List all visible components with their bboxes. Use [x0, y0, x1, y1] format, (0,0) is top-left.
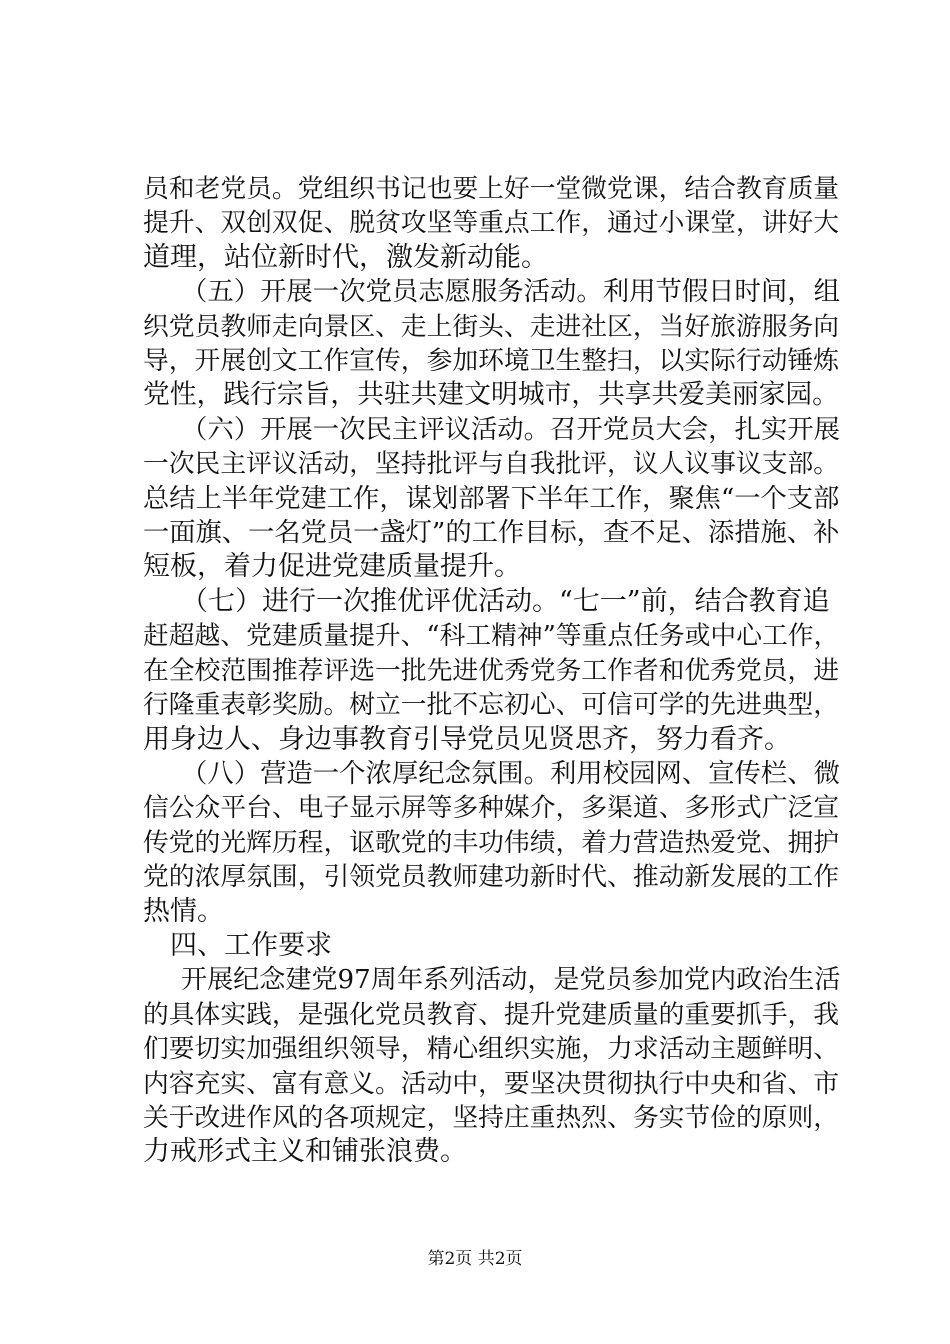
text-line: 信公众平台、电子显示屏等多种媒介，多渠道、多形式广泛宣 — [143, 793, 840, 824]
page-number: 第2页 共2页 — [427, 1249, 523, 1269]
text-line: 力戒形式主义和铺张浪费。 — [143, 1136, 467, 1168]
text-line: （八）营造一个浓厚纪念氛围。利用校园网、宣传栏、微 — [181, 758, 840, 789]
page-footer — [0, 1244, 950, 1269]
text-line: 热情。 — [143, 895, 224, 927]
text-line: 的具体实践，是强化党员教育、提升党建质量的重要抓手，我 — [143, 999, 840, 1030]
paragraph-continuation — [143, 172, 843, 275]
document-body — [143, 172, 843, 1170]
paragraph-item-6 — [143, 413, 843, 585]
text-line: 党的浓厚氛围，引领党员教师建功新时代、推动新发展的工作 — [143, 862, 840, 893]
text-line: （七）进行一次推优评优活动。“七一”前，结合教育追 — [181, 585, 830, 617]
text-line: 开展纪念建党97周年系列活动，是党员参加党内政治生活 — [181, 965, 841, 996]
section-heading — [143, 929, 843, 963]
text-line: 织党员教师走向景区、走上街头、走进社区，当好旅游服务向 — [143, 311, 840, 342]
text-line: （六）开展一次民主评议活动。召开党员大会，扎实开展 — [181, 414, 840, 445]
text-line: 行隆重表彰奖励。树立一批不忘初心、可信可学的先进典型， — [143, 690, 840, 721]
paragraph-item-8 — [143, 757, 843, 929]
text-line: 短板，着力促进党建质量提升。 — [143, 551, 521, 583]
text-line: 用身边人、身边事教育引导党员见贤思齐，努力看齐。 — [143, 723, 791, 755]
text-line: 在全校范围推荐评选一批先进优秀党务工作者和优秀党员，进 — [143, 655, 840, 686]
text-line: 党性，践行宗旨，共驻共建文明城市，共享共爱美丽家园。 — [143, 379, 839, 411]
text-line: 一次民主评议活动，坚持批评与自我批评，议人议事议支部。 — [143, 449, 840, 480]
text-line: 四、工作要求 — [170, 929, 332, 961]
text-line: 内容充实、富有意义。活动中，要坚决贯彻执行中央和省、市 — [143, 1068, 840, 1099]
paragraph-item-7 — [143, 585, 843, 757]
text-line: 关于改进作风的各项规定，坚持庄重热烈、务实节俭的原则， — [143, 1102, 840, 1133]
paragraph-item-5 — [143, 275, 843, 413]
text-line: 提升、双创双促、脱贫攻坚等重点工作，通过小课堂，讲好大 — [143, 208, 840, 239]
text-line: 赶超越、党建质量提升、“科工精神”等重点任务或中心工作， — [143, 621, 840, 652]
text-line: （五）开展一次党员志愿服务活动。利用节假日时间，组 — [181, 277, 840, 308]
text-line: 们要切实加强组织领导，精心组织实施，力求活动主题鲜明、 — [143, 1034, 840, 1065]
paragraph-requirements — [143, 963, 843, 1169]
text-line: 传党的光辉历程，讴歌党的丰功伟绩，着力营造热爱党、拥护 — [143, 827, 840, 858]
text-line: 导，开展创文工作宣传，参加环境卫生整扫，以实际行动锤炼 — [143, 346, 840, 377]
text-line: 员和老党员。党组织书记也要上好一堂微党课，结合教育质量 — [143, 174, 840, 204]
text-line: 总结上半年党建工作，谋划部署下半年工作，聚焦“一个支部 — [143, 483, 840, 514]
text-line: 一面旗、一名党员一盏灯”的工作目标，查不足、添措施、补 — [143, 518, 840, 549]
text-line: 道理，站位新时代，激发新动能。 — [143, 241, 548, 273]
